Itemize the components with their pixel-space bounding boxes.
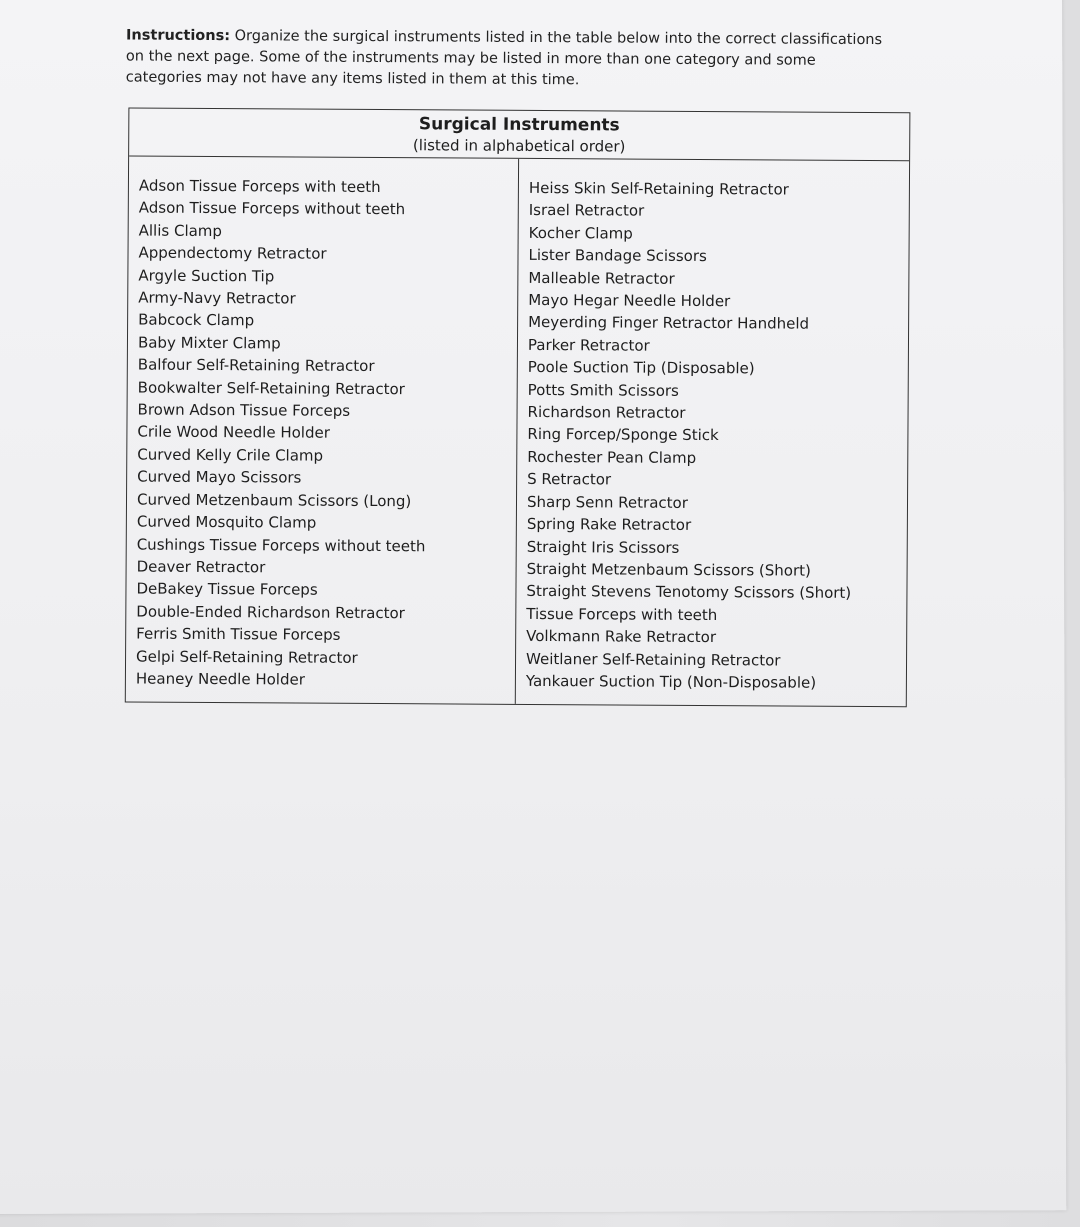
instrument-item: Weitlaner Self-Retaining Retractor [525, 649, 781, 670]
instrument-item: DeBakey Tissue Forceps [136, 579, 318, 599]
instrument-item: Cushings Tissue Forceps without teeth [136, 535, 426, 555]
instrument-item: Gelpi Self-Retaining Retractor [136, 647, 358, 667]
instrument-item: Crile Wood Needle Holder [137, 423, 330, 443]
instrument-item: Babcock Clamp [138, 310, 255, 330]
instrument-item: Balfour Self-Retaining Retractor [137, 355, 375, 376]
instrument-item: Straight Iris Scissors [526, 537, 680, 557]
instrument-item: Tissue Forceps with teeth [526, 604, 718, 624]
table-subtitle: (listed in alphabetical order) [412, 136, 626, 156]
instrument-item: Bookwalter Self-Retaining Retractor [137, 378, 405, 398]
instructions-paragraph [126, 25, 896, 93]
table-body [126, 156, 909, 706]
instrument-item: Curved Mayo Scissors [137, 467, 302, 487]
instrument-item: Spring Rake Retractor [526, 515, 692, 535]
instrument-item: Yankauer Suction Tip (Non-Disposable) [525, 671, 817, 692]
instrument-item: Argyle Suction Tip [138, 266, 275, 286]
instrument-item: Potts Smith Scissors [527, 380, 679, 400]
instructions-text: Organize the surgical instruments listed in the table below into the correct classifications on the next page. Some of the instruments may be listed in more than one category and some categories may not have any items listed in them at this time. [125, 28, 883, 89]
instructions-label: Instructions: [126, 27, 231, 45]
instrument-table-wrapper [125, 107, 911, 707]
table-title: Surgical Instruments [418, 114, 620, 136]
instrument-item: Allis Clamp [138, 221, 223, 240]
instrument-item: Straight Metzenbaum Scissors (Short) [526, 559, 811, 580]
left-column [126, 156, 519, 703]
instrument-item: Malleable Retractor [528, 268, 675, 288]
instrument-item: Ferris Smith Tissue Forceps [136, 624, 341, 644]
instrument-item: Brown Adson Tissue Forceps [137, 400, 351, 420]
instrument-item: Parker Retractor [527, 335, 650, 355]
instrument-item: Straight Stevens Tenotomy Scissors (Short) [526, 582, 852, 603]
instrument-item: Heiss Skin Self-Retaining Retractor [528, 178, 789, 199]
instrument-item: Sharp Senn Retractor [526, 492, 688, 512]
table-header [129, 108, 909, 161]
instrument-item: Adson Tissue Forceps without teeth [138, 198, 406, 219]
instrument-item: Baby Mixter Clamp [137, 333, 281, 353]
instrument-item: Double-Ended Richardson Retractor [136, 602, 405, 622]
instrument-item: Richardson Retractor [527, 402, 686, 422]
instrument-item: Meyerding Finger Retractor Handheld [528, 313, 810, 334]
instrument-item: Adson Tissue Forceps with teeth [138, 176, 381, 197]
instrument-item: Appendectomy Retractor [138, 243, 327, 263]
instrument-item: Army-Navy Retractor [138, 288, 296, 308]
right-column [516, 159, 909, 706]
instrument-item: Heaney Needle Holder [135, 669, 305, 689]
instrument-item: Curved Metzenbaum Scissors (Long) [136, 490, 412, 510]
instrument-item: Volkmann Rake Retractor [526, 627, 717, 647]
instrument-item: Lister Bandage Scissors [528, 246, 707, 266]
instrument-item: Deaver Retractor [136, 557, 266, 577]
instrument-item: Mayo Hegar Needle Holder [528, 290, 731, 311]
instrument-item: Curved Mosquito Clamp [136, 512, 317, 532]
instrument-item: Rochester Pean Clamp [527, 447, 697, 467]
instrument-item: Kocher Clamp [528, 223, 633, 243]
instrument-item: S Retractor [527, 470, 612, 489]
instrument-item: Ring Forcep/Sponge Stick [527, 425, 719, 445]
instrument-item: Israel Retractor [528, 201, 645, 221]
instrument-item: Curved Kelly Crile Clamp [137, 445, 324, 465]
instrument-item: Poole Suction Tip (Disposable) [527, 358, 755, 378]
instrument-table [125, 107, 911, 707]
